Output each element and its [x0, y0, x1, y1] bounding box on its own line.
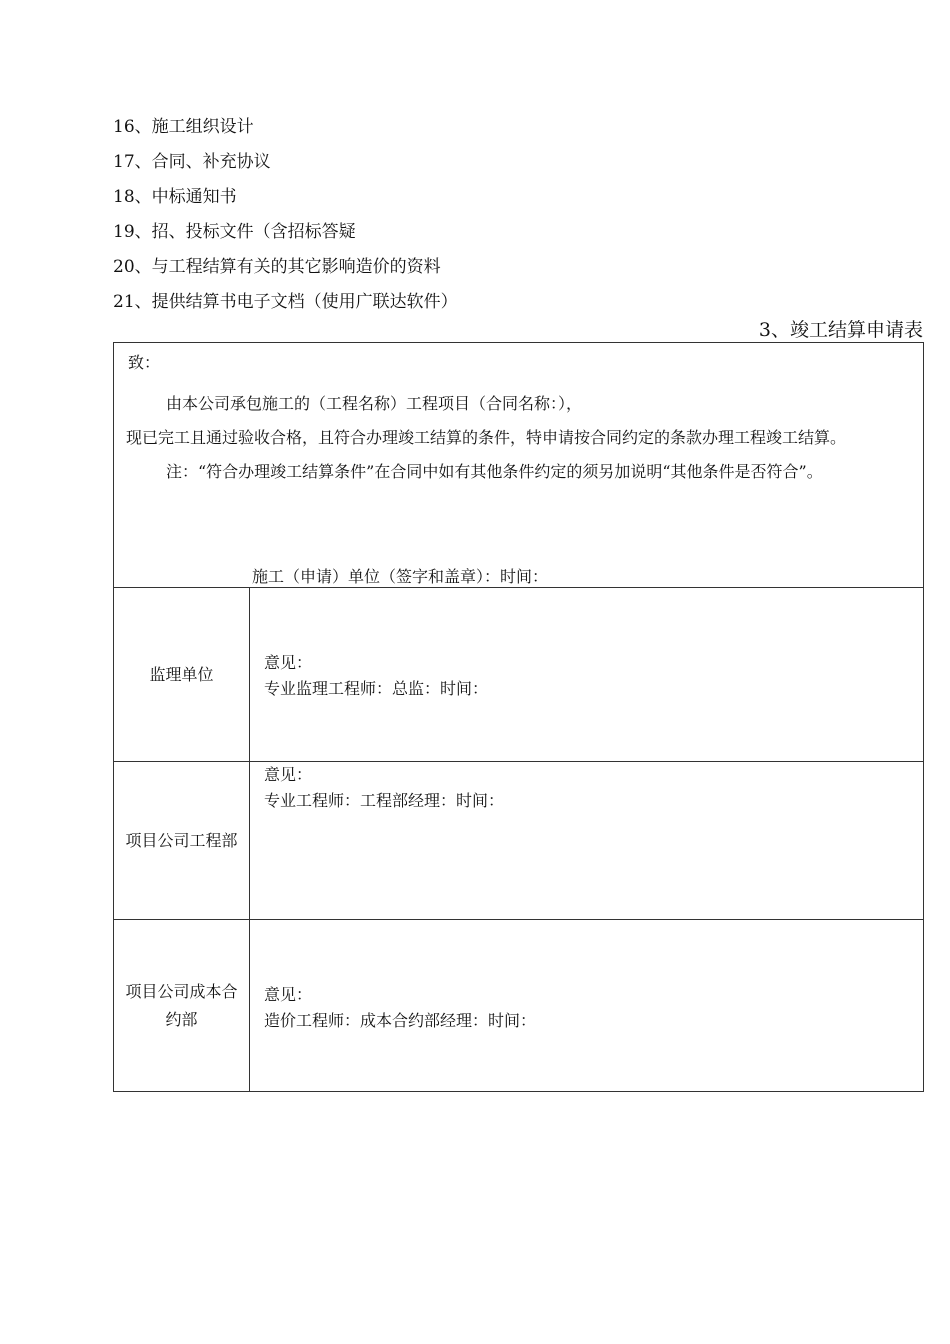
row-label-supervision: 监理单位 — [114, 588, 250, 762]
list-item: 18、中标通知书 — [113, 187, 237, 207]
list-item: 21、提供结算书电子文档（使用广联达软件） — [113, 292, 458, 312]
settlement-application-form — [113, 342, 924, 1092]
application-cell — [114, 343, 924, 588]
cost-opinion — [264, 982, 536, 1034]
supervision-opinion-cell[interactable] — [250, 588, 924, 762]
application-body — [114, 387, 920, 489]
opinion-label: 意见： — [264, 653, 313, 672]
opinion-label: 意见： — [264, 765, 313, 784]
paragraph-request: 现已完工且通过验收合格，且符合办理竣工结算的条件，特申请按合同约定的条款办理工程竣工结算。 — [126, 428, 847, 447]
list-item: 20、与工程结算有关的其它影响造价的资料 — [113, 257, 441, 277]
list-item: 16、施工组织设计 — [113, 117, 254, 137]
engineering-opinion-cell[interactable] — [250, 762, 924, 920]
signers-line: 专业工程师：工程部经理：时间： — [264, 791, 505, 810]
applicant-signature-line: 施工（申请）单位（签字和盖章）：时间： — [252, 567, 549, 586]
engineering-opinion — [264, 762, 504, 814]
paragraph-note: 注：“符合办理竣工结算条件”在合同中如有其他条件约定的须另加说明“其他条件是否符合”。 — [166, 462, 823, 481]
list-item: 19、招、投标文件（含招标答疑 — [113, 222, 356, 242]
addressee-line: 致： — [128, 353, 161, 372]
signers-line: 造价工程师：成本合约部经理：时间： — [264, 1011, 537, 1030]
cost-opinion-cell[interactable] — [250, 920, 924, 1092]
section-title: 3、竣工结算申请表 — [758, 319, 923, 341]
supervision-opinion — [264, 650, 488, 702]
opinion-label: 意见： — [264, 985, 313, 1004]
row-label-cost-contract-dept: 项目公司成本合约部 — [114, 920, 250, 1092]
signers-line: 专业监理工程师：总监：时间： — [264, 679, 489, 698]
list-item: 17、合同、补充协议 — [113, 152, 271, 172]
row-label-engineering-dept: 项目公司工程部 — [114, 762, 250, 920]
paragraph-project: 由本公司承包施工的（工程名称）工程项目（合同名称：）， — [166, 394, 583, 413]
document-list — [113, 117, 458, 327]
